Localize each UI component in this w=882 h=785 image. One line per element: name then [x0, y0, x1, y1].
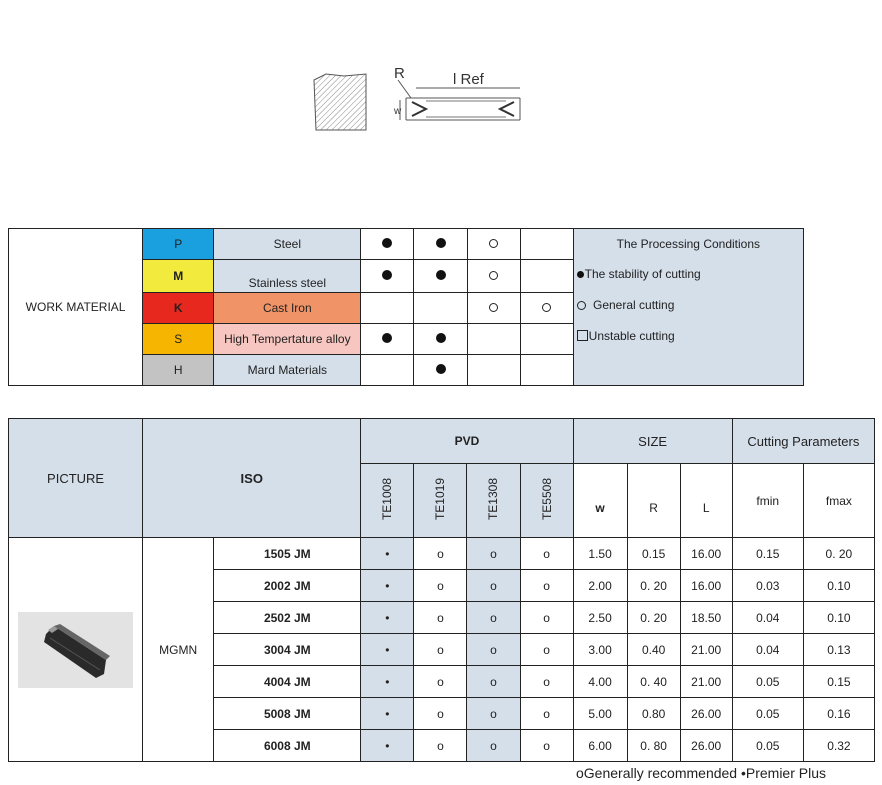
cutting-parameters-header: Cutting Parameters	[732, 419, 874, 464]
pvd-header: PVD	[361, 419, 573, 464]
iso-group-cell: MGMN	[143, 538, 214, 762]
material-code-label: P	[174, 237, 183, 251]
insert-code: 3004 JM	[214, 634, 361, 666]
condition-unstable	[574, 321, 803, 352]
work-material-table	[8, 228, 804, 386]
cut-col-fmin: fmin	[732, 464, 803, 538]
insert-code: 5008 JM	[214, 698, 361, 730]
insert-spec-table	[8, 418, 875, 762]
grade-label: TE1019	[433, 477, 448, 521]
grade-header-te1019	[414, 464, 467, 538]
value-fmin: 0.04	[732, 634, 803, 666]
material-name-label: Steel	[273, 237, 301, 251]
material-name-label: Stainless steel	[248, 276, 326, 290]
value-fmin: 0.05	[732, 666, 803, 698]
grade-header-te1308	[467, 464, 520, 538]
grade-label: TE5508	[539, 477, 554, 521]
value-r: 0. 80	[627, 730, 680, 762]
material-code-p	[143, 229, 214, 260]
material-code-k	[143, 293, 214, 324]
mark-cell	[520, 260, 573, 293]
mark-cell	[467, 260, 520, 293]
material-name-label: Mard Materials	[247, 363, 327, 377]
value-fmin: 0.05	[732, 730, 803, 762]
mark-cell	[414, 355, 467, 386]
size-col-r: R	[627, 464, 680, 538]
grade-mark: o	[520, 538, 573, 570]
material-name-cast-iron	[214, 293, 361, 324]
grade-mark: o	[520, 666, 573, 698]
value-r: 0.40	[627, 634, 680, 666]
grade-mark: o	[414, 634, 467, 666]
value-w: 4.00	[573, 666, 627, 698]
value-fmin: 0.04	[732, 602, 803, 634]
iso-header: ISO	[143, 419, 361, 538]
grade-mark: •	[361, 730, 414, 762]
value-w: 3.00	[573, 634, 627, 666]
grade-mark: •	[361, 602, 414, 634]
condition-unstable-label: Unstable cutting	[588, 329, 675, 343]
grade-mark: o	[520, 730, 573, 762]
value-fmax: 0.10	[803, 570, 874, 602]
grade-mark: o	[467, 730, 520, 762]
grade-mark: o	[414, 666, 467, 698]
material-code-s	[143, 324, 214, 355]
value-r: 0.80	[627, 698, 680, 730]
mark-cell	[361, 355, 414, 386]
condition-stable-label: The stability of cutting	[584, 267, 701, 281]
insert-code: 2502 JM	[214, 602, 361, 634]
mark-cell	[361, 229, 414, 260]
value-l: 16.00	[680, 538, 732, 570]
value-r: 0. 40	[627, 666, 680, 698]
insert-code: 6008 JM	[214, 730, 361, 762]
grade-mark: •	[361, 698, 414, 730]
value-fmin: 0.15	[732, 538, 803, 570]
insert-code: 1505 JM	[214, 538, 361, 570]
hollow-circle-icon	[489, 303, 498, 312]
hollow-circle-icon	[577, 301, 586, 310]
mark-cell	[361, 324, 414, 355]
material-code-label: H	[173, 363, 183, 377]
mark-cell	[520, 229, 573, 260]
insert-code: 4004 JM	[214, 666, 361, 698]
grade-mark: o	[467, 634, 520, 666]
value-fmax: 0.10	[803, 602, 874, 634]
size-col-l: L	[680, 464, 732, 538]
grade-mark: •	[361, 634, 414, 666]
value-r: 0. 20	[627, 602, 680, 634]
drawing-label-l-ref: l Ref	[453, 71, 484, 88]
grade-mark: o	[414, 698, 467, 730]
grade-label: TE1008	[380, 477, 395, 521]
drawing-label-w: w	[394, 106, 402, 117]
solid-dot-icon	[382, 333, 392, 343]
value-l: 26.00	[680, 730, 732, 762]
grade-mark: o	[414, 570, 467, 602]
mark-cell	[414, 324, 467, 355]
value-l: 18.50	[680, 602, 732, 634]
conditions-title: The Processing Conditions	[616, 237, 761, 251]
mark-cell	[467, 229, 520, 260]
grade-header-te1008	[361, 464, 414, 538]
grade-mark: o	[467, 666, 520, 698]
material-code-m	[143, 260, 214, 293]
value-fmax: 0.15	[803, 666, 874, 698]
value-r: 0. 20	[627, 570, 680, 602]
solid-dot-icon	[577, 271, 584, 278]
grade-mark: o	[414, 730, 467, 762]
grade-mark: o	[520, 602, 573, 634]
mark-cell	[467, 324, 520, 355]
insert-picture-cell	[9, 538, 143, 762]
grade-mark: o	[414, 538, 467, 570]
mark-cell	[414, 229, 467, 260]
material-name-steel	[214, 229, 361, 260]
hollow-circle-icon	[489, 271, 498, 280]
material-code-label: K	[173, 301, 183, 315]
value-l: 26.00	[680, 698, 732, 730]
solid-dot-icon	[436, 270, 446, 280]
material-code-h	[143, 355, 214, 386]
mark-cell	[467, 355, 520, 386]
solid-dot-icon	[436, 364, 446, 374]
value-fmin: 0.03	[732, 570, 803, 602]
grade-mark: o	[414, 602, 467, 634]
material-name-stainless	[214, 260, 361, 293]
grade-mark: •	[361, 666, 414, 698]
mark-cell	[414, 260, 467, 293]
spec-row	[9, 538, 875, 570]
grade-header-te5508	[520, 464, 573, 538]
value-fmax: 0.32	[803, 730, 874, 762]
solid-dot-icon	[382, 238, 392, 248]
work-material-header: WORK MATERIAL	[9, 229, 143, 386]
material-name-label: Cast Iron	[262, 301, 312, 315]
solid-dot-icon	[436, 333, 446, 343]
insert-technical-drawing	[296, 58, 536, 138]
value-w: 6.00	[573, 730, 627, 762]
grade-mark: o	[520, 634, 573, 666]
condition-general-label: General cutting	[589, 298, 675, 312]
value-l: 21.00	[680, 634, 732, 666]
mark-cell	[520, 293, 573, 324]
picture-header: PICTURE	[9, 419, 143, 538]
hollow-square-icon	[577, 330, 588, 341]
grade-mark: •	[361, 538, 414, 570]
material-name-label: High Tempertature alloy	[224, 332, 351, 346]
mark-cell	[361, 293, 414, 324]
value-l: 16.00	[680, 570, 732, 602]
cut-col-fmax: fmax	[803, 464, 874, 538]
grade-label: TE1308	[486, 477, 501, 521]
value-fmax: 0.13	[803, 634, 874, 666]
solid-dot-icon	[382, 270, 392, 280]
value-l: 21.00	[680, 666, 732, 698]
grade-mark: o	[520, 698, 573, 730]
mark-cell	[520, 324, 573, 355]
grade-mark: o	[520, 570, 573, 602]
mark-cell	[414, 293, 467, 324]
grade-mark: o	[467, 570, 520, 602]
grade-mark: o	[467, 602, 520, 634]
size-col-w: w	[573, 464, 627, 538]
grade-mark: o	[467, 538, 520, 570]
condition-stable	[574, 259, 803, 290]
mark-cell	[361, 260, 414, 293]
solid-dot-icon	[436, 238, 446, 248]
value-fmax: 0.16	[803, 698, 874, 730]
legend-footer: oGenerally recommended •Premier Plus	[576, 765, 827, 781]
value-w: 5.00	[573, 698, 627, 730]
material-code-label: S	[174, 332, 183, 346]
grade-mark: •	[361, 570, 414, 602]
value-fmin: 0.05	[732, 698, 803, 730]
material-name-hard	[214, 355, 361, 386]
mark-cell	[520, 355, 573, 386]
value-w: 1.50	[573, 538, 627, 570]
condition-general	[574, 290, 803, 321]
size-header: SIZE	[573, 419, 732, 464]
value-r: 0.15	[627, 538, 680, 570]
material-code-label: M	[173, 269, 184, 283]
insert-code: 2002 JM	[214, 570, 361, 602]
value-w: 2.50	[573, 602, 627, 634]
material-name-high-temp	[214, 324, 361, 355]
grade-mark: o	[467, 698, 520, 730]
drawing-label-r: R	[394, 65, 405, 82]
value-w: 2.00	[573, 570, 627, 602]
mark-cell	[467, 293, 520, 324]
hollow-circle-icon	[489, 239, 498, 248]
grooving-insert-image	[18, 612, 133, 688]
hollow-circle-icon	[542, 303, 551, 312]
value-fmax: 0. 20	[803, 538, 874, 570]
processing-conditions-legend	[573, 229, 803, 386]
